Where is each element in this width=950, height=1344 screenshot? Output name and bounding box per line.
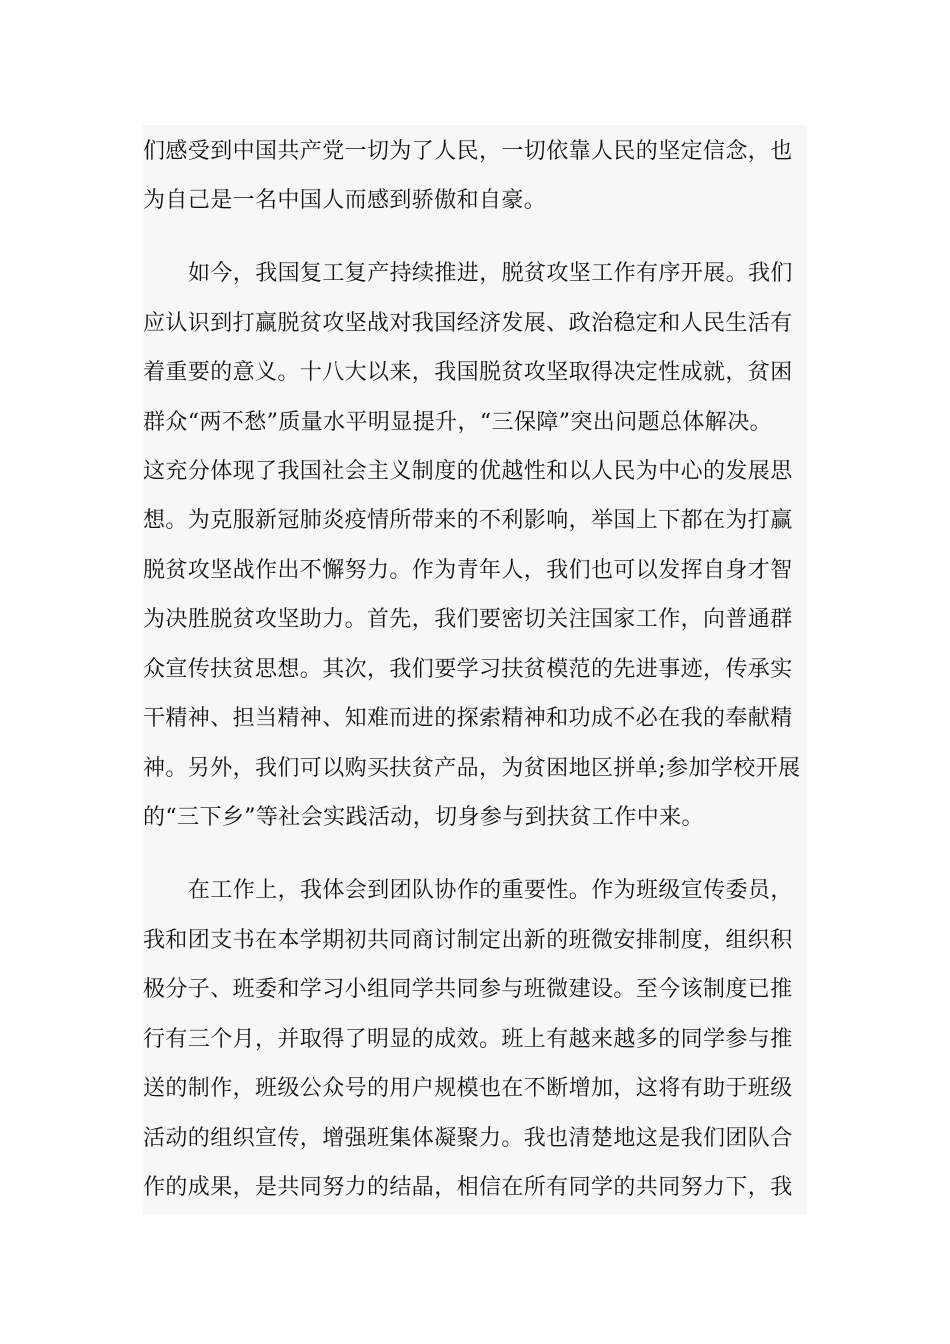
text-line: 的“三下乡”等社会实践活动，切身参与到扶贫工作中来。 (143, 805, 704, 830)
text-line: 这充分体现了我国社会主义制度的优越性和以人民为中心的发展思 (143, 459, 793, 484)
text-line: 干精神、担当精神、知难而进的探索精神和功成不必在我的奉献精 (143, 706, 793, 731)
text-line: 应认识到打赢脱贫攻坚战对我国经济发展、政治稳定和人民生活有 (143, 311, 793, 336)
text-line: 送的制作，班级公众号的用户规模也在不断增加，这将有助于班级 (143, 1076, 793, 1101)
text-line: 神。另外，我们可以购买扶贫产品，为贫困地区拼单;参加学校开展 (143, 756, 801, 781)
document-body (143, 125, 807, 1214)
text-line: 众宣传扶贫思想。其次，我们要学习扶贫模范的先进事迹，传承实 (143, 657, 793, 682)
text-line: 为自己是一名中国人而感到骄傲和自豪。 (143, 188, 547, 213)
text-line: 作的成果，是共同努力的结晶，相信在所有同学的共同努力下，我 (143, 1175, 793, 1200)
paragraph-start-line: 在工作上，我体会到团队协作的重要性。作为班级宣传委员， (188, 878, 793, 903)
paragraph-start-line: 如今，我国复工复产持续推进，脱贫攻坚工作有序开展。我们 (188, 261, 793, 286)
text-line: 极分子、班委和学习小组同学共同参与班微建设。至今该制度已推 (143, 977, 793, 1002)
text-line: 想。为克服新冠肺炎疫情所带来的不利影响，举国上下都在为打赢 (143, 508, 793, 533)
text-line: 为决胜脱贫攻坚助力。首先，我们要密切关注国家工作，向普通群 (143, 607, 793, 632)
text-line: 活动的组织宣传，增强班集体凝聚力。我也清楚地这是我们团队合 (143, 1126, 793, 1151)
text-line: 行有三个月，并取得了明显的成效。班上有越来越多的同学参与推 (143, 1027, 793, 1052)
text-line: 群众“两不愁”质量水平明显提升，“三保障”突出问题总体解决。 (143, 410, 772, 435)
text-line: 们感受到中国共产党一切为了人民，一切依靠人民的坚定信念，也 (143, 139, 793, 164)
text-line: 脱贫攻坚战作出不懈努力。作为青年人，我们也可以发挥自身才智 (143, 558, 793, 583)
text-line: 我和团支书在本学期初共同商讨制定出新的班微安排制度，组织积 (143, 928, 793, 953)
text-line: 着重要的意义。十八大以来，我国脱贫攻坚取得决定性成就，贫困 (143, 360, 793, 385)
